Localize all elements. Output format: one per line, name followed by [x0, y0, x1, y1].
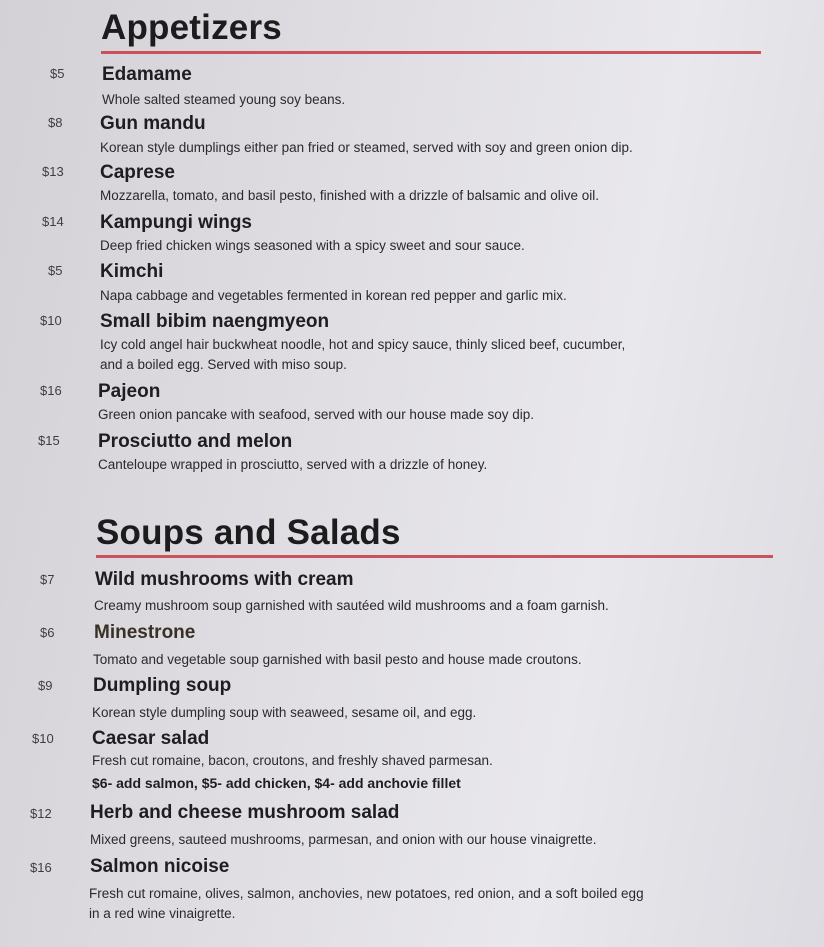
section-divider	[101, 51, 761, 54]
item-description: in a red wine vinaigrette.	[89, 906, 236, 921]
item-description: Fresh cut romaine, bacon, croutons, and freshly shaved parmesan.	[92, 753, 493, 768]
item-name: Caesar salad	[92, 728, 210, 749]
item-price: $10	[32, 731, 54, 746]
item-price: $16	[40, 383, 62, 398]
item-description: Canteloupe wrapped in prosciutto, served with a drizzle of honey.	[98, 457, 488, 472]
section-title-appetizers: Appetizers	[101, 8, 282, 47]
item-addons: $6- add salmon, $5- add chicken, $4- add anchovie fillet	[92, 775, 461, 791]
item-name: Herb and cheese mushroom salad	[90, 802, 400, 823]
item-price: $10	[40, 313, 62, 328]
item-price: $12	[30, 806, 52, 821]
item-description: Mozzarella, tomato, and basil pesto, finished with a drizzle of balsamic and olive oil.	[100, 188, 599, 203]
item-description: Korean style dumplings either pan fried or steamed, served with soy and green onion dip.	[100, 140, 633, 155]
item-description: Mixed greens, sauteed mushrooms, parmesan, and onion with our house vinaigrette.	[90, 832, 597, 847]
item-description: Napa cabbage and vegetables fermented in korean red pepper and garlic mix.	[100, 288, 567, 303]
item-name: Salmon nicoise	[90, 856, 230, 877]
item-description: Green onion pancake with seafood, served with our house made soy dip.	[98, 407, 535, 422]
item-name: Kampungi wings	[100, 212, 252, 233]
item-description: Whole salted steamed young soy beans.	[102, 92, 346, 107]
section-title-soups-and-salads: Soups and Salads	[96, 513, 401, 552]
item-price: $9	[38, 678, 53, 693]
item-description: Creamy mushroom soup garnished with sautéed wild mushrooms and a foam garnish.	[94, 598, 609, 613]
item-price: $5	[48, 263, 63, 278]
item-name: Wild mushrooms with cream	[95, 569, 354, 590]
item-description: Korean style dumpling soup with seaweed, sesame oil, and egg.	[92, 705, 477, 720]
item-name: Kimchi	[100, 261, 164, 282]
item-name: Pajeon	[98, 381, 161, 402]
item-description: Fresh cut romaine, olives, salmon, anchovies, new potatoes, red onion, and a soft boiled egg	[89, 886, 644, 901]
item-name: Caprese	[100, 162, 175, 183]
item-price: $16	[30, 860, 52, 875]
item-name: Dumpling soup	[93, 675, 232, 696]
item-price: $8	[48, 115, 63, 130]
item-description: Tomato and vegetable soup garnished with basil pesto and house made croutons.	[93, 652, 582, 667]
item-price: $14	[42, 214, 64, 229]
section-divider	[96, 555, 773, 558]
item-price: $13	[42, 164, 64, 179]
item-name: Edamame	[102, 64, 192, 85]
item-price: $5	[50, 66, 65, 81]
item-name: Small bibim naengmyeon	[100, 311, 330, 332]
item-description: Icy cold angel hair buckwheat noodle, hot and spicy sauce, thinly sliced beef, cucumber,	[100, 337, 626, 352]
item-price: $15	[38, 433, 60, 448]
item-description: and a boiled egg. Served with miso soup.	[100, 357, 347, 372]
item-name: Prosciutto and melon	[98, 431, 293, 452]
item-name: Minestrone	[94, 622, 196, 643]
item-description: Deep fried chicken wings seasoned with a spicy sweet and sour sauce.	[100, 238, 525, 253]
item-price: $7	[40, 572, 55, 587]
item-price: $6	[40, 625, 55, 640]
item-name: Gun mandu	[100, 113, 206, 134]
